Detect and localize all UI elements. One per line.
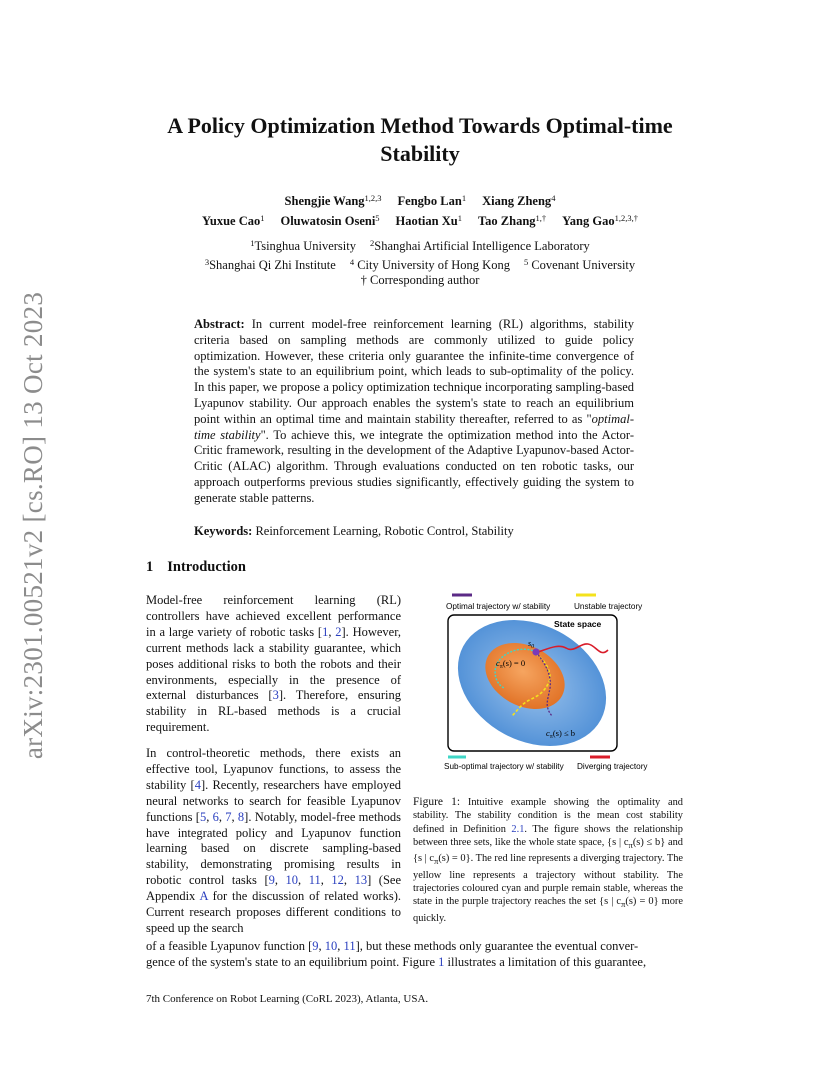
intro-paragraph-1: Model-free reinforcement learning (RL) controllers have achieved excellent performance in a large variety of robotic tasks [1, 2]. However, current methods lack a stability guarantee, which poses additional risks to both the robots and their environments, especially in the presence of external disturbances [3]. Therefore, ensuring stability in RL-based methods is a crucial requirement. [146,593,402,735]
citation-link[interactable]: 4 [194,777,201,792]
author: Yuxue Cao$^1$ [202,213,265,228]
legend-suboptimal-label: Sub-optimal trajectory w/ stability [444,762,564,771]
citation-link[interactable]: 1 [322,624,329,639]
legend-optimal-label: Optimal trajectory w/ stability [446,602,551,611]
author-row-1 [130,190,710,210]
figure-1 [440,588,672,778]
figure-label: Figure 1: [413,796,461,808]
affiliations [130,236,710,289]
full-width-line-1: of a feasible Lyapunov function [9, 10, 11], but these methods only guarantee the eventual conver- [146,939,639,953]
citation-link[interactable]: 11 [343,939,356,953]
author: Xiang Zheng$^4$ [482,193,556,208]
section-title: Introduction [167,559,246,575]
section-number: 1 [146,559,154,575]
affiliation-row-2 [130,255,710,274]
figure-caption: Figure 1: Intuitive example showing the optimality and stability. The stability condition is the mean cost stability defined in Definition 2.1. The figure shows the relationship between three sets, like the whole state space, {s | $c_\pi(s) \le b$} and {s | $c_\pi(s) = 0$}. The red line represents a diverging trajectory. The yellow line represents a trajectory without stability. The trajectories coloured cyan and purple remain stable, whereas the state in the purple trajectory reaches the set {s | $c_\pi(s) = 0$} more quickly. [413,796,683,924]
citation-link[interactable]: 11 [308,873,321,888]
state-space-diagram [440,588,672,778]
full-width-line-2: gence of the system's state to an equilibrium point. Figure 1 illustrates a limitation of this guarantee, [146,955,647,969]
arxiv-stamp [16,290,52,760]
affiliation: $^1$Tsinghua University [250,238,356,253]
citation-link[interactable]: 8 [237,809,245,824]
paper-title [130,112,710,168]
intro-paragraph-2: In control-theoretic methods, there exists an effective tool, Lyapunov functions, to assess the stability [4]. Recently, researchers have employed neural networks to search for feasible Lyapunov functions [5, 6, 7, 8]. Notably, model-free methods have integrated policy and Lyapunov function learning based on discrete sampling-based stability, demonstrating promising results in robotic control tasks [9, 10, 11, 12, 13] (See Appendix A for the discussion of related works). Current research proposes different conditions to speed up the search [146,746,402,935]
keywords: Keywords: Reinforcement Learning, Robotic Control, Stability [194,524,514,538]
citation-link[interactable]: 13 [354,873,368,888]
arxiv-id: arXiv:2301.00521v2 [cs.RO] 13 Oct 2023 [18,291,49,759]
author: Fengbo Lan$^1$ [397,193,467,208]
citation-link[interactable]: 7 [225,809,232,824]
author: Oluwatosin Oseni$^5$ [280,213,380,228]
outer-set-label: $c_\pi(s) \le b$ [546,728,575,740]
affiliation: $^4$ City University of Hong Kong [349,256,510,272]
citation-link[interactable]: 5 [199,809,207,824]
citation-link[interactable]: 10 [324,939,338,953]
affiliation: $^2$Shanghai Artificial Intelligence Laboratory [370,238,590,253]
section-heading [146,559,246,576]
title-line-2: Stability [380,141,460,166]
inner-set-label: $c_\pi(s) = 0$ [496,658,526,670]
author: Haotian Xu$^1$ [395,213,462,228]
affiliation-row-1 [130,236,710,255]
legend-diverging-label: Diverging trajectory [577,762,648,771]
citation-link[interactable]: 9 [312,939,319,953]
abstract: Abstract: In current model-free reinforcement learning (RL) algorithms, stability criteria based on sampling methods are commonly utilized to guide policy optimization. However, these criteria only guarantee the infinite-time convergence of the system's state to an equilibrium point, which leads to sub-optimality of the policy. In this paper, we propose a policy optimization technique incorporating sampling-based Lyapunov stability. Our approach enables the system's state to reach an equilibrium point within an optimal time and maintain stability thereafter, referred to as "optimal-time stability". To achieve this, we integrate the optimization method into the Actor-Critic framework, resulting in the development of the Adaptive Lyapunov-based Actor-Critic (ALAC) algorithm. Through evaluations conducted on ten robotic tasks, our approach outperforms previous studies significantly, effectively guiding the system to generate stable patterns. [194,317,634,505]
definition-link[interactable]: 2.1 [511,823,525,835]
title-line-1: A Policy Optimization Method Towards Optimal-time [167,113,673,138]
start-point-label: $s_0$ [528,639,535,650]
citation-link[interactable]: 3 [272,688,279,703]
legend-unstable-label: Unstable trajectory [574,602,643,611]
citation-link[interactable]: 2 [335,624,342,639]
author: Yang Gao$^{1,2,3,\dagger}$ [562,213,638,228]
conference-footer: 7th Conference on Robot Learning (CoRL 2023), Atlanta, USA. [146,993,429,1005]
author: Tao Zhang$^{1,\dagger}$ [477,213,547,228]
author: Shengjie Wang$^{1,2,3}$ [284,193,382,208]
citation-link[interactable]: 6 [212,809,219,824]
author-row-2 [130,210,710,230]
affiliation: $^3$Shanghai Qi Zhi Institute [204,256,336,272]
citation-link[interactable]: 10 [285,873,299,888]
affiliation: $^5$ Covenant University [523,256,636,272]
citation-link[interactable]: 12 [331,873,344,888]
citation-link[interactable]: 9 [268,873,275,888]
keywords-label: Keywords: [194,524,253,538]
abstract-label: Abstract: [194,317,245,331]
appendix-link[interactable]: A [199,889,208,904]
author-list [130,190,710,230]
figure-link[interactable]: 1 [438,955,445,969]
corresponding-author-note: † Corresponding author [360,273,480,287]
state-space-label: State space [554,619,602,629]
